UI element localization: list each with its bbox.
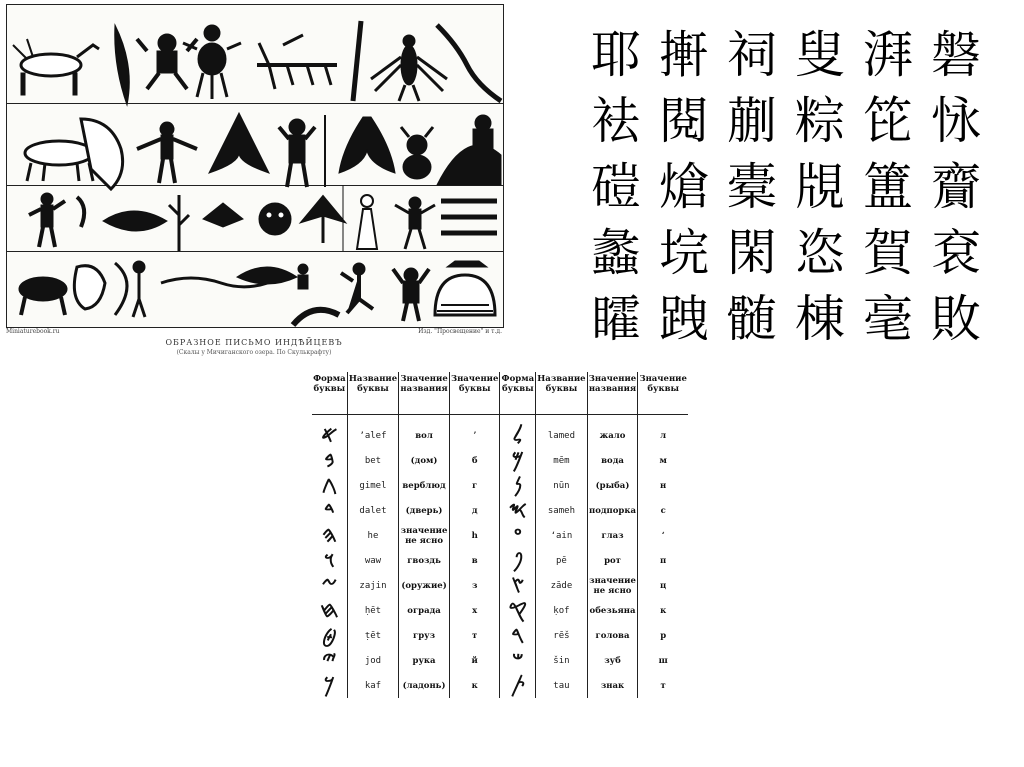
letter-meaning-cell: подпорка bbox=[587, 498, 638, 523]
hanzi-character: 矐 bbox=[591, 290, 641, 348]
arms-up-figure-pictogram bbox=[393, 268, 429, 321]
letter-value-cell: т bbox=[449, 623, 500, 648]
thunderbird-pictogram bbox=[371, 35, 447, 101]
tree-pictogram bbox=[169, 195, 189, 251]
hanzi-character: 橐 bbox=[727, 158, 777, 216]
table-row bbox=[312, 523, 688, 548]
letter-form-cell: 𐤕 bbox=[500, 673, 536, 698]
table-row bbox=[312, 573, 688, 598]
letter-name-cell: lamed bbox=[536, 423, 587, 448]
letter-form-cell: 𐤌 bbox=[500, 448, 536, 473]
letter-form-cell: 𐤍 bbox=[500, 473, 536, 498]
letter-value-cell: б bbox=[449, 448, 500, 473]
pictograph-drawings bbox=[7, 5, 503, 327]
wave-pictogram bbox=[441, 201, 497, 233]
letter-meaning-cell: гвоздь bbox=[399, 548, 450, 573]
letter-value-cell: ш bbox=[638, 648, 688, 673]
plate-caption-right: Изд. "Просвещение" и т.д. bbox=[418, 328, 502, 335]
letter-meaning-cell: голова bbox=[587, 623, 638, 648]
letter-value-cell: ц bbox=[638, 573, 688, 598]
hanzi-character: 搟 bbox=[659, 26, 709, 84]
letter-form-cell: 𐤄 bbox=[321, 522, 337, 548]
letter-value-cell: в bbox=[449, 548, 500, 573]
letter-value-cell: ʻ bbox=[638, 523, 688, 548]
letter-value-cell: м bbox=[638, 448, 688, 473]
letter-value-cell: л bbox=[638, 423, 688, 448]
letter-name-cell: sameh bbox=[536, 498, 587, 523]
letter-meaning-cell: (ладонь) bbox=[399, 673, 450, 698]
plate-caption-left: Miniaturebook.ru bbox=[6, 328, 60, 335]
letter-value-cell: д bbox=[449, 498, 500, 523]
hanzi-character: 叟 bbox=[795, 26, 845, 84]
letter-name-cell: ʼalef bbox=[347, 423, 398, 448]
letter-name-cell: rēš bbox=[536, 623, 587, 648]
table-row bbox=[312, 423, 688, 448]
dancing-figure-pictogram bbox=[395, 197, 435, 249]
hanzi-character: 覑 bbox=[795, 158, 845, 216]
letter-name-cell: ḥēt bbox=[347, 598, 398, 623]
hanzi-character: 毫 bbox=[863, 290, 913, 348]
hanzi-grid bbox=[582, 22, 990, 352]
col-meaning-header: Значение названия bbox=[399, 372, 450, 415]
hanzi-character: 棟 bbox=[795, 290, 845, 348]
table-body bbox=[312, 415, 688, 699]
pictograph-plate bbox=[6, 4, 504, 328]
letter-meaning-cell: (дверь) bbox=[399, 498, 450, 523]
hanzi-character: 祠 bbox=[727, 26, 777, 84]
col-value-header-2: Значение буквы bbox=[638, 372, 688, 415]
table-header-row bbox=[312, 372, 688, 415]
letter-value-cell: к bbox=[638, 598, 688, 623]
letter-form-cell: 𐤓 bbox=[500, 623, 536, 648]
letter-meaning-cell: обезьяна bbox=[587, 598, 638, 623]
bird-rows-pictogram bbox=[257, 35, 337, 89]
robed-figure-pictogram bbox=[357, 195, 377, 249]
letter-value-cell: з bbox=[449, 573, 500, 598]
letter-meaning-cell: рука bbox=[399, 648, 450, 673]
plate-subtitle: (Скалы у Мичиганского озера. По Скулькрафту) bbox=[176, 349, 332, 356]
letter-form-cell: 𐤆 bbox=[321, 572, 338, 598]
letter-meaning-cell: ограда bbox=[399, 598, 450, 623]
hanzi-character: 跩 bbox=[659, 290, 709, 348]
letter-name-cell: pē bbox=[536, 548, 587, 573]
letter-form-cell: 𐤑 bbox=[500, 573, 536, 598]
letter-name-cell: tau bbox=[536, 673, 587, 698]
horned-figure-pictogram bbox=[401, 127, 433, 179]
hanzi-character: 恣 bbox=[795, 224, 845, 282]
letter-value-cell: й bbox=[449, 648, 500, 673]
letter-form-cell: 𐤏 bbox=[500, 523, 536, 548]
letter-name-cell: mēm bbox=[536, 448, 587, 473]
letter-form-cell: 𐤂 bbox=[321, 472, 338, 498]
letter-form-cell: 𐤅 bbox=[323, 547, 335, 573]
feather-pictogram bbox=[237, 267, 297, 284]
letter-value-cell: г bbox=[449, 473, 500, 498]
staff-pictogram bbox=[353, 21, 361, 101]
letter-meaning-cell: жало bbox=[587, 423, 638, 448]
letter-name-cell: bet bbox=[347, 448, 398, 473]
mask-pictogram bbox=[259, 203, 291, 235]
letter-meaning-cell: значение не ясно bbox=[399, 523, 450, 548]
table-row bbox=[312, 673, 688, 698]
winged-spirit-pictogram bbox=[303, 197, 343, 243]
letter-name-cell: gimel bbox=[347, 473, 398, 498]
hanzi-character: 粽 bbox=[795, 92, 845, 150]
hanzi-character: 蠡 bbox=[591, 224, 641, 282]
deer-pictogram bbox=[13, 39, 99, 95]
spirit-pictogram bbox=[183, 25, 241, 99]
letter-meaning-cell: верблюд bbox=[399, 473, 450, 498]
col-name-header-2: Название буквы bbox=[536, 372, 587, 415]
letter-value-cell: р bbox=[638, 623, 688, 648]
letter-name-cell: zāde bbox=[536, 573, 587, 598]
bird-outline-pictogram bbox=[81, 119, 123, 189]
man-pictogram bbox=[29, 193, 65, 247]
letter-form-cell: 𐤀 bbox=[321, 422, 338, 448]
letter-name-cell: he bbox=[347, 523, 398, 548]
hanzi-character: 垸 bbox=[659, 224, 709, 282]
letter-name-cell: ḳof bbox=[536, 598, 587, 623]
table-row bbox=[312, 623, 688, 648]
letter-value-cell: с bbox=[638, 498, 688, 523]
letter-form-cell: 𐤊 bbox=[323, 672, 335, 698]
small-figure-pictogram bbox=[298, 264, 308, 289]
hanzi-character: 簠 bbox=[863, 158, 913, 216]
letter-meaning-cell: знак bbox=[587, 673, 638, 698]
eagle-pictogram bbox=[209, 113, 269, 173]
bow-pictogram bbox=[115, 263, 127, 315]
bird-flying-pictogram bbox=[203, 203, 243, 227]
col-form-header-2: Форма буквы bbox=[500, 372, 536, 415]
hanzi-character: 齎 bbox=[931, 158, 981, 216]
col-meaning-header-2: Значение названия bbox=[587, 372, 638, 415]
hanzi-character: 賀 bbox=[863, 224, 913, 282]
letter-meaning-cell: груз bbox=[399, 623, 450, 648]
letter-name-cell: ṭēt bbox=[347, 623, 398, 648]
hanzi-character: 閑 bbox=[727, 224, 777, 282]
letter-name-cell: zajin bbox=[347, 573, 398, 598]
letter-form-cell: 𐤇 bbox=[320, 597, 339, 623]
letter-value-cell: к bbox=[449, 673, 500, 698]
letter-name-cell: kaf bbox=[347, 673, 398, 698]
letter-meaning-cell: зуб bbox=[587, 648, 638, 673]
letter-meaning-cell: (дом) bbox=[399, 448, 450, 473]
letter-value-cell: х bbox=[449, 598, 500, 623]
serpent-pictogram bbox=[437, 25, 501, 101]
letter-form-cell: 𐤁 bbox=[324, 447, 335, 473]
hanzi-character: 磑 bbox=[591, 158, 641, 216]
letter-form-cell: 𐤔 bbox=[500, 648, 536, 673]
fish-pictogram bbox=[115, 25, 130, 105]
letter-value-cell: т bbox=[638, 673, 688, 698]
hanzi-character: 笓 bbox=[863, 92, 913, 150]
letter-meaning-cell: глаз bbox=[587, 523, 638, 548]
hanzi-character: 敗 bbox=[931, 290, 981, 348]
bear-pictogram bbox=[19, 277, 67, 315]
mound-pictogram bbox=[437, 145, 501, 185]
letter-meaning-cell: рот bbox=[587, 548, 638, 573]
table-row bbox=[312, 548, 688, 573]
table-row bbox=[312, 498, 688, 523]
letter-meaning-cell: значение не ясно bbox=[587, 573, 638, 598]
phoenician-alphabet-table bbox=[312, 372, 688, 744]
hanzi-character: 耶 bbox=[591, 26, 641, 84]
letter-name-cell: nūn bbox=[536, 473, 587, 498]
letter-name-cell: jod bbox=[347, 648, 398, 673]
hanzi-character: 袪 bbox=[591, 92, 641, 150]
letter-value-cell: п bbox=[638, 548, 688, 573]
letter-meaning-cell: (оружие) bbox=[399, 573, 450, 598]
letter-form-cell: 𐤎 bbox=[500, 498, 536, 523]
letter-value-cell: h bbox=[449, 523, 500, 548]
hanzi-character: 髄 bbox=[727, 290, 777, 348]
table-row bbox=[312, 648, 688, 673]
table-row bbox=[312, 598, 688, 623]
leaf-pictogram bbox=[103, 211, 167, 231]
letter-form-cell: 𐤋 bbox=[500, 423, 536, 448]
letter-name-cell: šin bbox=[536, 648, 587, 673]
letter-meaning-cell: (рыба) bbox=[587, 473, 638, 498]
letter-name-cell: waw bbox=[347, 548, 398, 573]
arc-pictogram bbox=[293, 310, 339, 325]
dome-pictogram bbox=[435, 261, 495, 315]
hanzi-character: 熗 bbox=[659, 158, 709, 216]
letter-form-cell: 𐤒 bbox=[500, 598, 536, 623]
hanzi-character: 怺 bbox=[931, 92, 981, 150]
bat-pictogram bbox=[339, 117, 395, 173]
letter-meaning-cell: вода bbox=[587, 448, 638, 473]
hanzi-character: 閱 bbox=[659, 92, 709, 150]
letter-value-cell: н bbox=[638, 473, 688, 498]
hanzi-character: 蒯 bbox=[727, 92, 777, 150]
letter-meaning-cell: вол bbox=[399, 423, 450, 448]
table-row bbox=[312, 448, 688, 473]
kneeling-figure-pictogram bbox=[341, 263, 373, 313]
letter-name-cell: ʻain bbox=[536, 523, 587, 548]
letter-form-cell: 𐤃 bbox=[323, 497, 335, 523]
archer-pictogram bbox=[133, 261, 145, 317]
owl-pictogram bbox=[74, 266, 105, 309]
letter-form-cell: 𐤉 bbox=[322, 647, 337, 673]
letter-value-cell: ʼ bbox=[449, 423, 500, 448]
winged-figure-pictogram bbox=[137, 122, 197, 183]
col-name-header: Название буквы bbox=[347, 372, 398, 415]
hanzi-character: 袞 bbox=[931, 224, 981, 282]
plate-caption bbox=[6, 328, 502, 358]
hanzi-character: 磐 bbox=[931, 26, 981, 84]
col-form-header: Форма буквы bbox=[312, 372, 347, 415]
letter-form-cell: 𐤐 bbox=[500, 548, 536, 573]
hook-pictogram bbox=[77, 197, 84, 227]
letter-form-cell: 𐤈 bbox=[322, 622, 337, 648]
figure-pictogram bbox=[137, 34, 197, 89]
large-figure-pictogram bbox=[473, 115, 493, 149]
letter-name-cell: dalet bbox=[347, 498, 398, 523]
col-value-header: Значение буквы bbox=[449, 372, 500, 415]
hanzi-character: 湃 bbox=[863, 26, 913, 84]
plate-title: ОБРАЗНОЕ ПИСЬМО ИНДѢЙЦЕВЪ bbox=[165, 338, 343, 347]
table-row bbox=[312, 473, 688, 498]
standing-figure-pictogram bbox=[279, 119, 315, 187]
